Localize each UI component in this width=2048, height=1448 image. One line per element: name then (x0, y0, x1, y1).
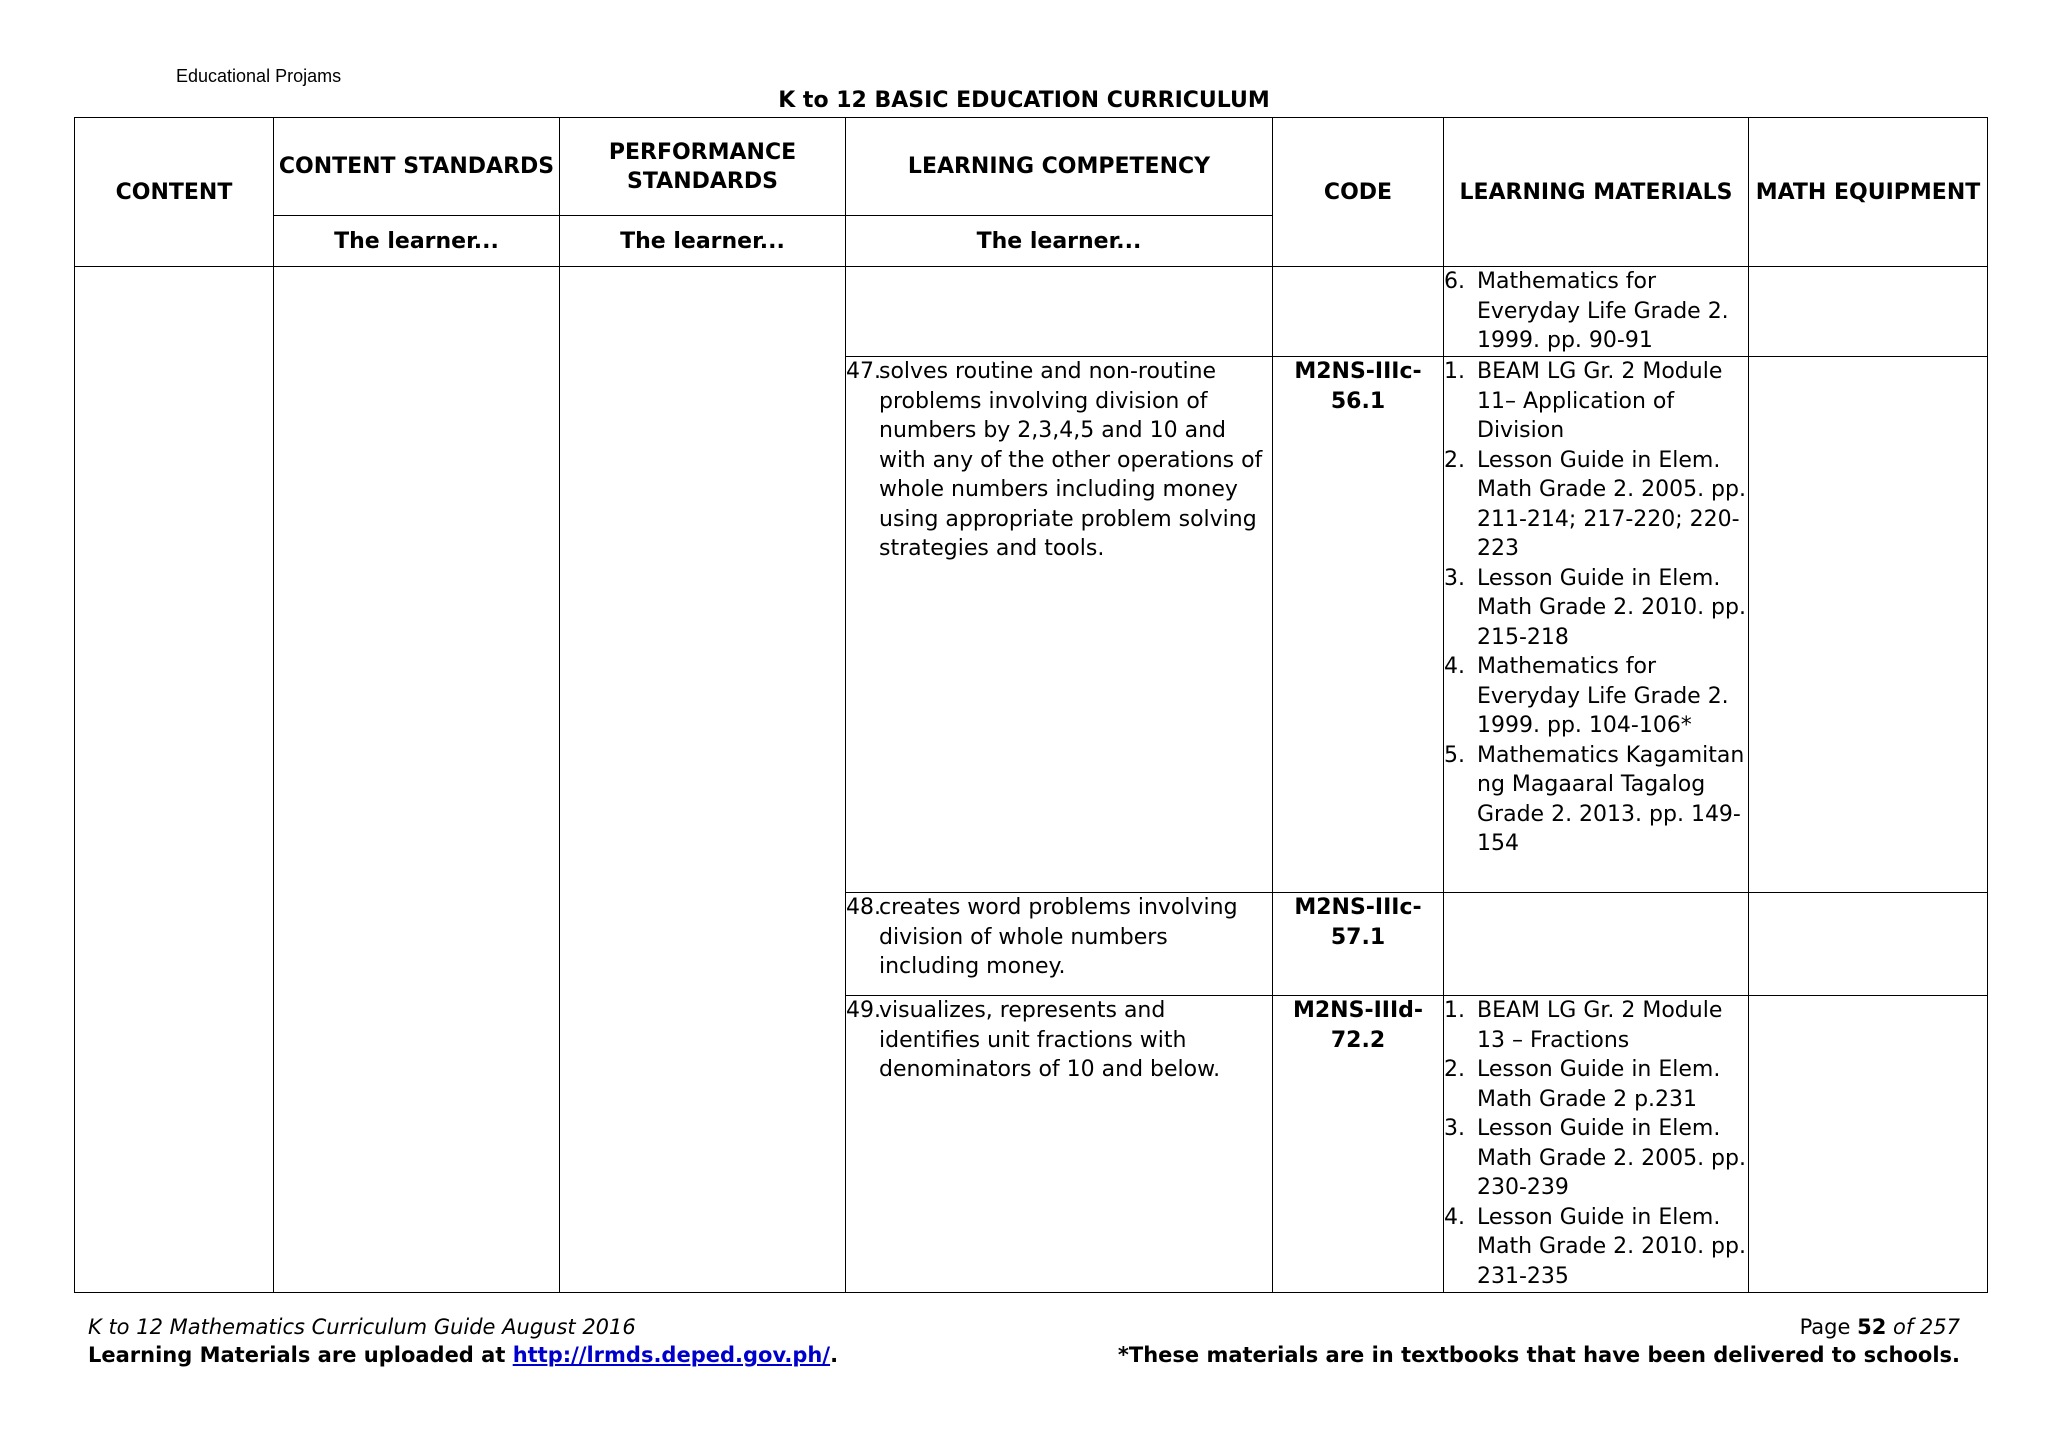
materials-list (1444, 996, 1748, 1291)
equipment-cell (1749, 357, 1988, 893)
performance-standards-cell (560, 267, 846, 1293)
materials-cell (1444, 357, 1749, 893)
header-performance-standards: PERFORMANCE STANDARDS (560, 118, 846, 216)
header-learning-competency: LEARNING COMPETENCY (846, 118, 1273, 216)
materials-list (1444, 357, 1748, 859)
header-math-equipment: MATH EQUIPMENT (1749, 118, 1988, 267)
header-content-standards: CONTENT STANDARDS (274, 118, 560, 216)
footer-textbook-note: *These materials are in textbooks that have been delivered to schools. (1117, 1343, 1960, 1367)
code-cell (1273, 267, 1444, 357)
footer-upload-note (88, 1341, 838, 1369)
materials-cell (1444, 267, 1749, 357)
code-cell (1273, 893, 1444, 996)
equipment-cell (1749, 893, 1988, 996)
list-item: 4. Lesson Guide in Elem. Math Grade 2. 2010. pp. 231-235 (1444, 1204, 1746, 1289)
competency-cell (846, 996, 1273, 1293)
header-learning-materials: LEARNING MATERIALS (1444, 118, 1749, 267)
curriculum-table (74, 117, 1988, 1293)
footer-left (88, 1313, 838, 1369)
list-item: 3. Lesson Guide in Elem. Math Grade 2. 2010. pp. 215-218 (1444, 565, 1746, 650)
materials-list (1444, 267, 1748, 356)
code-cell (1273, 357, 1444, 893)
competency-cell (846, 893, 1273, 996)
list-item: 3. Lesson Guide in Elem. Math Grade 2. 2005. pp. 230-239 (1444, 1116, 1746, 1200)
competency-code: M2NS-IIIc-57.1 (1294, 895, 1422, 950)
equipment-cell (1749, 996, 1988, 1293)
upload-suffix: . (830, 1343, 839, 1367)
learner-competency: The learner... (846, 216, 1273, 267)
materials-cell (1444, 996, 1749, 1293)
page-label: Page (1799, 1315, 1858, 1339)
list-item: 47. solves routine and non-routine problems involving division of numbers by 2,3,4,5 and 10 and with any of the other operations of whole numbers including money using appropriate problem solving strategies and tools. (846, 359, 1263, 561)
footer-guide-title: K to 12 Mathematics Curriculum Guide August 2016 (88, 1315, 636, 1339)
list-item: 2. Lesson Guide in Elem. Math Grade 2 p.231 (1444, 1057, 1721, 1112)
list-item: 5. Mathematics Kagamitan ng Magaaral Tagalog Grade 2. 2013. pp. 149-154 (1444, 742, 1745, 856)
content-cell (75, 267, 274, 1293)
learner-performance-standards: The learner... (560, 216, 846, 267)
competency-list (846, 357, 1272, 564)
upload-prefix: Learning Materials are uploaded at (88, 1343, 513, 1367)
competency-list (846, 893, 1272, 982)
footer-right (1118, 1313, 1960, 1369)
page-num: 52 (1857, 1315, 1887, 1339)
competency-list (846, 996, 1272, 1085)
lrmds-link[interactable]: http://lrmds.deped.gov.ph/ (512, 1343, 831, 1367)
table-row (75, 267, 1988, 357)
competency-cell (846, 267, 1273, 357)
code-cell (1273, 996, 1444, 1293)
list-item: 49. visualizes, represents and identifies unit fractions with denominators of 10 and below. (846, 998, 1221, 1082)
list-item: 2. Lesson Guide in Elem. Math Grade 2. 2005. pp. 211-214; 217-220; 220-223 (1444, 447, 1746, 561)
header-code: CODE (1273, 118, 1444, 267)
document-title: K to 12 BASIC EDUCATION CURRICULUM (778, 88, 1270, 113)
competency-cell (846, 357, 1273, 893)
learner-content-standards: The learner... (274, 216, 560, 267)
materials-cell (1444, 893, 1749, 996)
header-content: CONTENT (75, 118, 274, 267)
list-item: 48. creates word problems involving division of whole numbers including money. (846, 895, 1238, 979)
content-standards-cell (274, 267, 560, 1293)
competency-code: M2NS-IIId-72.2 (1292, 998, 1424, 1053)
list-item: 4. Mathematics for Everyday Life Grade 2. 1999. pp. 104-106* (1444, 654, 1729, 738)
equipment-cell (1749, 267, 1988, 357)
watermark-text: Educational Projams (176, 66, 342, 86)
page-number (1118, 1313, 1960, 1341)
page-of: of 257 (1886, 1315, 1960, 1339)
list-item: 6. Mathematics for Everyday Life Grade 2. 1999. pp. 90-91 (1444, 269, 1729, 353)
list-item: 1. BEAM LG Gr. 2 Module 13 – Fractions (1444, 998, 1723, 1053)
list-item: 1. BEAM LG Gr. 2 Module 11– Application of Division (1444, 359, 1723, 443)
competency-code: M2NS-IIIc-56.1 (1294, 359, 1422, 414)
